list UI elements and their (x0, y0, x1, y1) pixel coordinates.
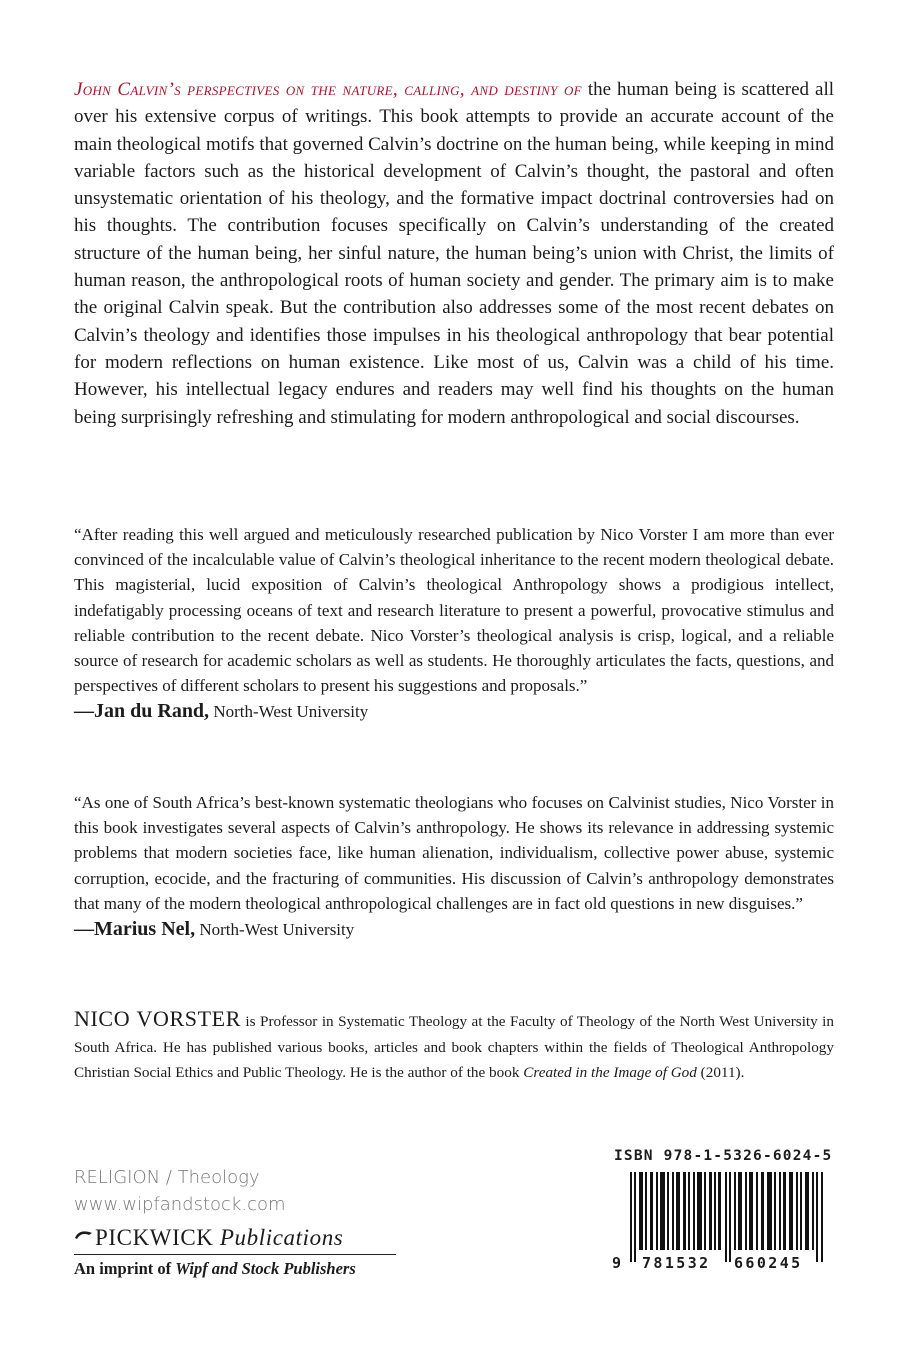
isbn-label: ISBN 978-1-5326-6024-5 (614, 1148, 833, 1164)
endorsement-1 (74, 522, 834, 725)
imprint-line (74, 1255, 396, 1282)
blurb-lead: John Calvin’s perspectives on the nature, calling, and destiny of (74, 79, 582, 100)
endorsement-1-attribution (74, 698, 834, 725)
endorsement-1-text: “After reading this well argued and meticulously researched publication by Nico Vorster I am more than ever convinced of the incalculable value of Calvin’s theological inheritance to the recent modern theological debate. This magisterial, lucid exposition of Calvin’s theological Anthropology shows a prodigious intellect, indefatigably processing oceans of text and research literature to present a powerful, provocative stimulus and reliable contribution to the recent debate. Nico Vorster’s theological analysis is crisp, logical, and a reliable source of research for academic scholars as well as students. He thoroughly articulates the facts, questions, and perspectives of different scholars to present his suggestions and proposals.” (74, 525, 834, 696)
publisher-name (74, 1222, 396, 1255)
author-bio (74, 1006, 834, 1086)
category-label: RELIGION / Theology (74, 1167, 260, 1188)
publisher-block (74, 1222, 396, 1282)
pickwick-logo-icon (74, 1222, 94, 1252)
endorsement-1-name: —Jan du Rand, (74, 700, 210, 723)
barcode-bars (630, 1172, 826, 1262)
barcode-digits-right: 660245 (734, 1254, 803, 1272)
author-name: NICO VORSTER (74, 1006, 241, 1031)
category-block (74, 1164, 286, 1218)
author-bio-year: (2011). (700, 1064, 745, 1081)
imprint-name: Wipf and Stock Publishers (175, 1259, 356, 1278)
back-cover-blurb (74, 76, 834, 431)
endorsement-2-name: —Marius Nel, (74, 918, 196, 941)
blurb-body: the human being is scattered all over his extensive corpus of writings. This book attempts to provide an accurate account of the main theological motifs that governed Calvin’s doctrine on the human being, while keeping in mind variable factors such as the historical development of Calvin’s thought, the pastoral and often unsystematic orientation of his theology, and the formative impact doctrinal controversies had on his thoughts. The contribution focuses specifically on Calvin’s understanding of the created structure of the human being, her sinful nature, the human being’s union with Christ, the limits of human reason, the anthropological roots of human society and gender. The primary aim is to make the original Calvin speak. But the contribution also addresses some of the most recent debates on Calvin’s theology and identifies those impulses in his theological anthropology that bear potential for modern reflections on human existence. Like most of us, Calvin was a child of his time. However, his intellectual legacy endures and readers may well find his thoughts on the human being surprisingly refreshing and stimulating for modern anthropological and social discourses. (74, 79, 834, 428)
barcode-digits-left: 781532 (642, 1254, 711, 1272)
publisher-name-upper: PICKWICK (95, 1225, 214, 1250)
barcode-digit-first: 9 (612, 1254, 622, 1272)
publisher-name-italic: Publications (219, 1225, 344, 1250)
imprint-prefix: An imprint of (74, 1259, 172, 1278)
author-book-title: Created in the Image of God (523, 1064, 697, 1081)
publisher-website: www.wipfandstock.com (74, 1194, 286, 1215)
endorsement-2-text: “As one of South Africa’s best-known systematic theologians who focuses on Calvinist studies, Nico Vorster in this book investigates several aspects of Calvin’s anthropology. He shows its relevance in addressing systemic problems that modern societies face, like human alienation, individualism, collective power abuse, systemic corruption, ecocide, and the fracturing of communities. His discussion of Calvin’s anthropology demonstrates that many of the modern theological anthropological challenges are in fact old questions in new disguises.” (74, 793, 834, 913)
endorsement-2-affiliation: North-West University (199, 920, 355, 940)
endorsement-1-affiliation: North-West University (213, 702, 369, 722)
endorsement-2-attribution (74, 916, 834, 943)
endorsement-2 (74, 790, 834, 943)
author-bio-text: is Professor in Systematic Theology at the Faculty of Theology of the North West University in South Africa. He has published various books, articles and book chapters within the fields of Theological Anthropology Christian Social Ethics and Public Theology. He is the author of the book (74, 1013, 834, 1081)
isbn-barcode (612, 1144, 844, 1276)
